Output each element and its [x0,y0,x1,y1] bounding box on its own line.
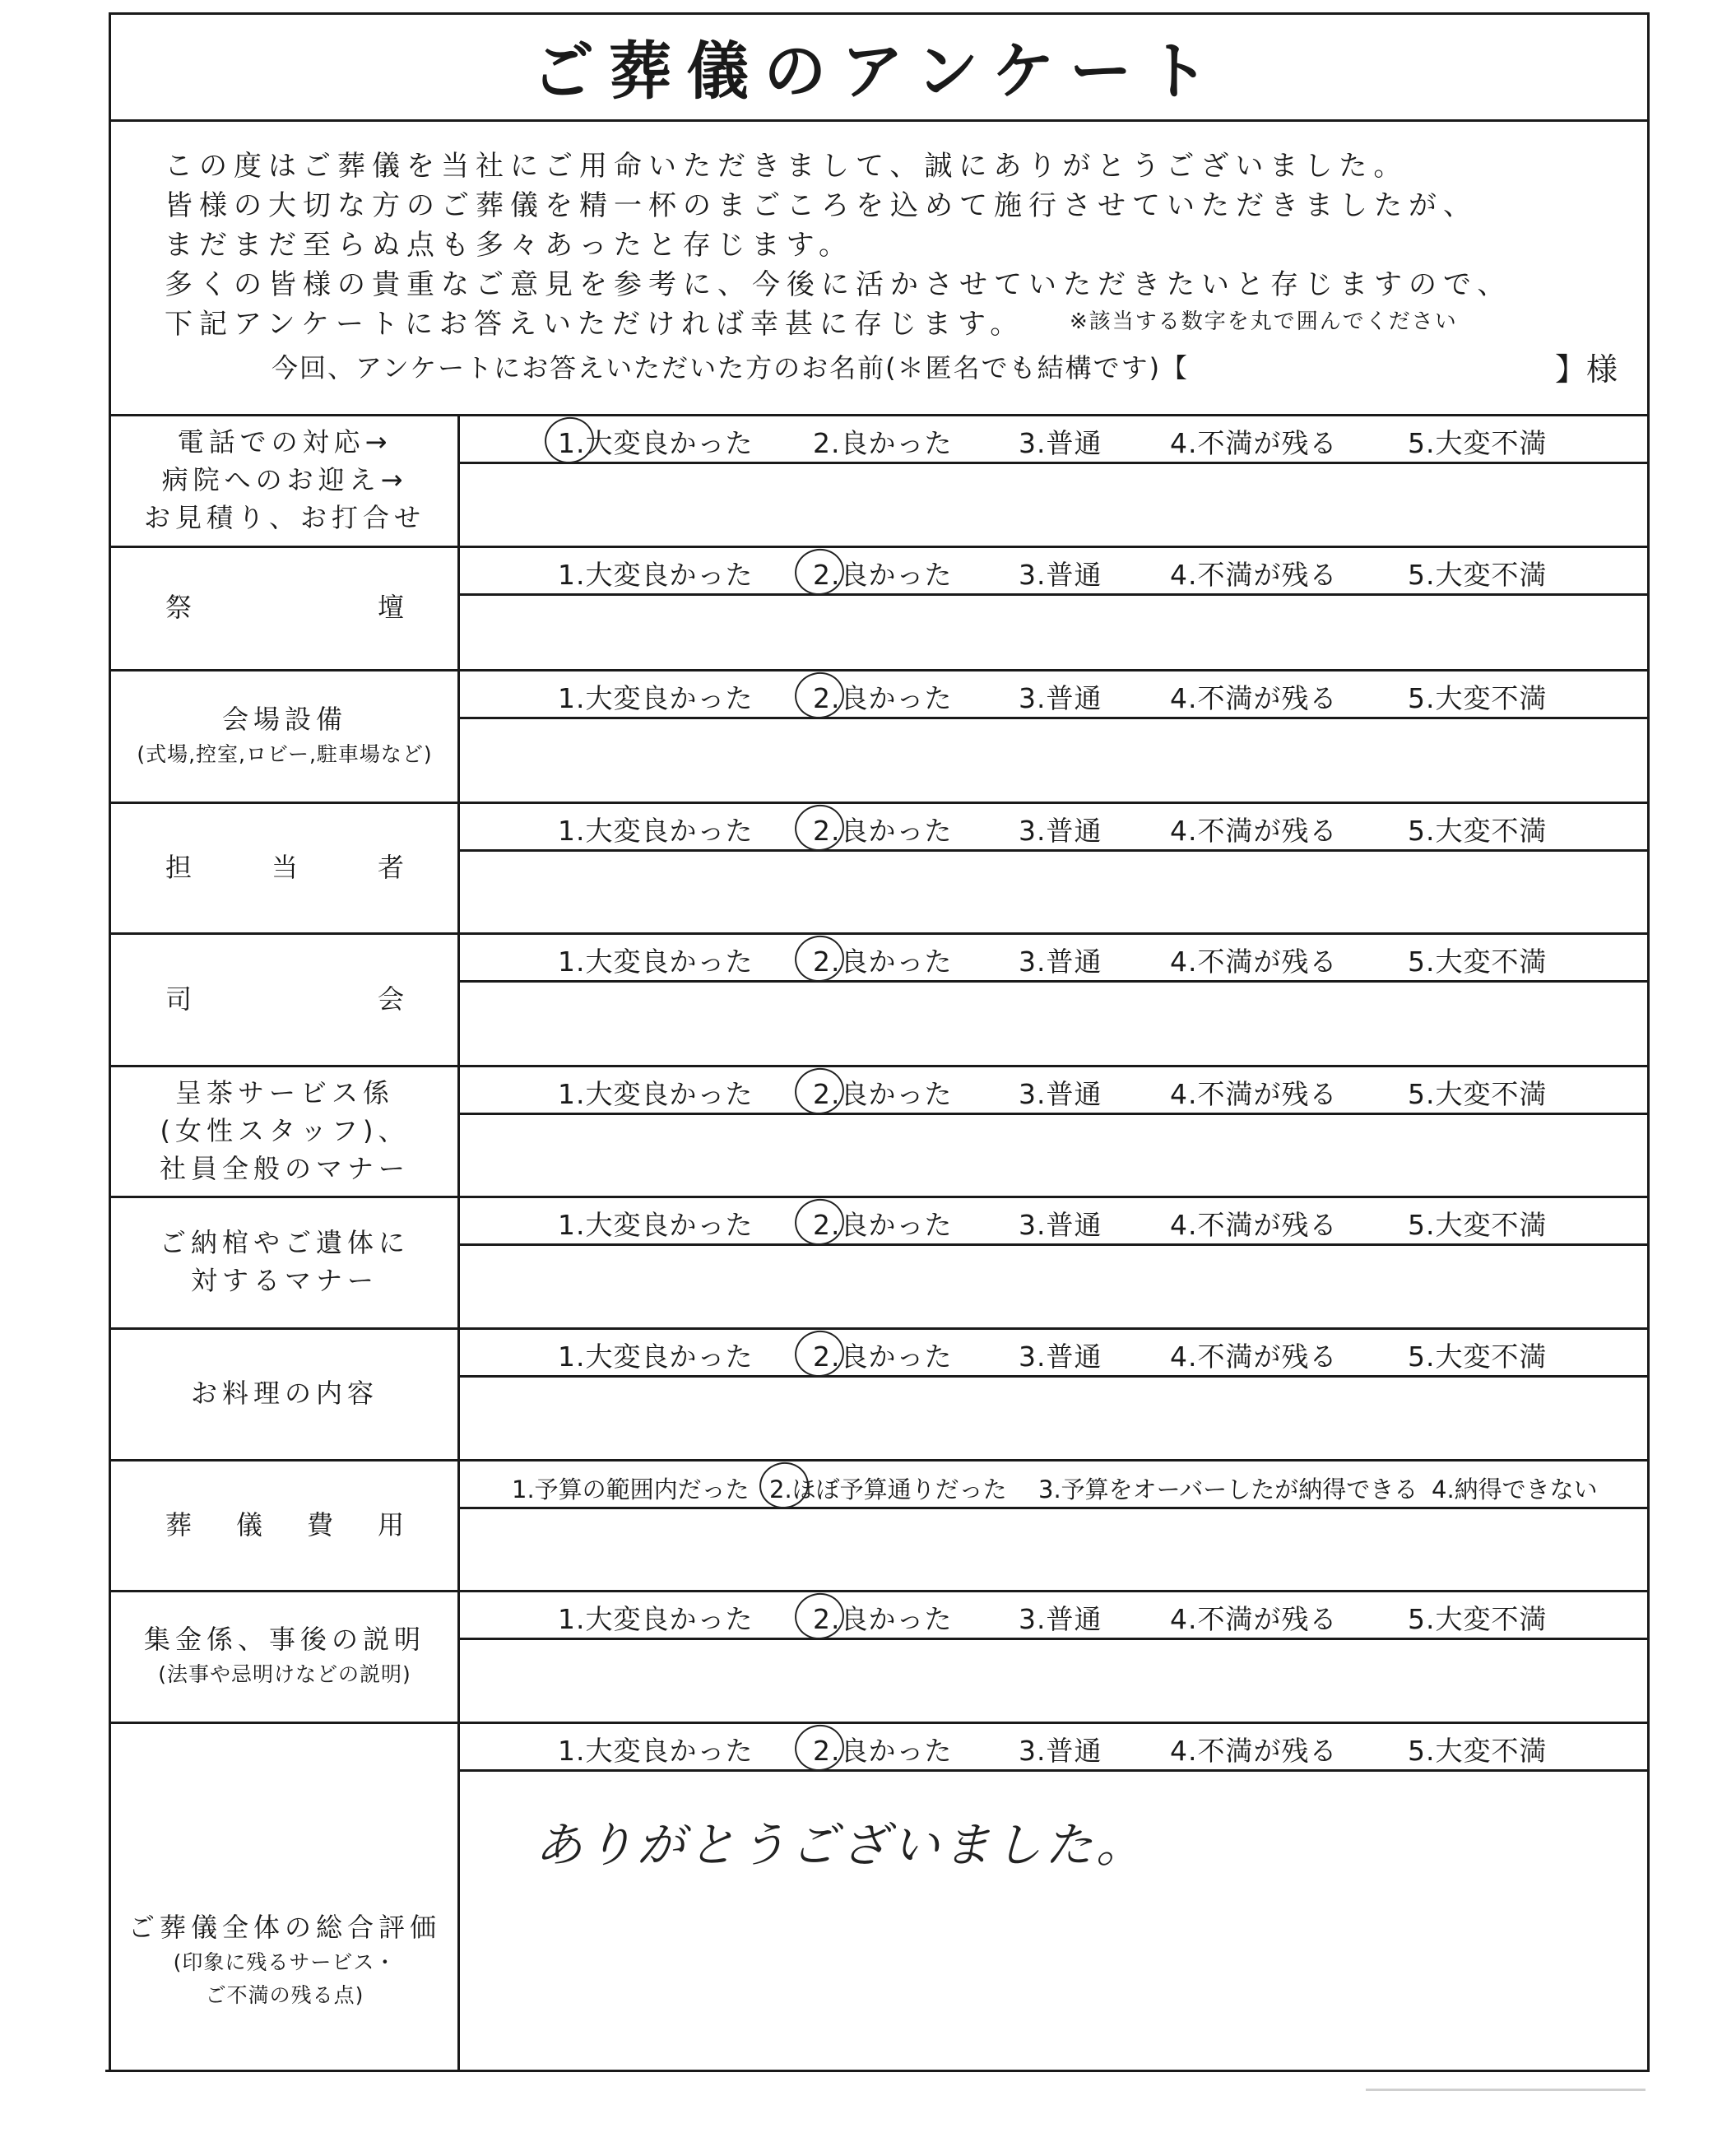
option-divider [457,1507,1650,1509]
category-spaced-label [165,848,404,886]
rating-option[interactable]: 5.大変不満 [1408,682,1548,714]
handwritten-comment[interactable]: ありがとうございました。 [535,1817,1148,1873]
intro-line: 多くの皆様の貴重なご意見を参考に、今後に活かさせていただきたいと存じますので、 [165,268,1512,301]
category-char: 葬 [165,1508,193,1540]
category-line: 社員全般のマナー [159,1152,410,1184]
category-spaced-label [165,1506,404,1544]
rating-option[interactable]: 5.大変不満 [1408,1209,1548,1241]
rating-option[interactable]: 1.大変良かった [558,1341,754,1373]
rating-option[interactable]: 4.不満が残る [1170,1341,1338,1373]
rating-option[interactable]: 2.良かった [813,682,953,714]
rating-option[interactable]: 4.納得できない [1432,1475,1598,1503]
category-line: ご納棺やご遺体に [159,1227,410,1258]
rating-option[interactable]: 2.良かった [813,1603,953,1635]
footer-line [1366,2089,1645,2091]
category-label [112,1787,457,2133]
category-label [112,546,457,669]
category-char: 用 [377,1508,404,1540]
option-divider [457,462,1650,464]
category-subtext: (式場,控室,ロビー,駐車場など) [137,741,433,766]
option-divider [457,1769,1650,1772]
rating-option[interactable]: 4.不満が残る [1170,427,1338,459]
rating-option[interactable]: 1.大変良かった [558,815,754,847]
rating-option[interactable]: 2.良かった [813,1078,953,1110]
rating-option[interactable]: 1.大変良かった [558,1078,754,1110]
option-divider [457,1375,1650,1378]
row-divider [109,1722,1650,1724]
rating-option[interactable]: 5.大変不満 [1408,946,1548,978]
category-char: 壇 [377,592,404,623]
respondent-name-suffix: 】様 [1555,351,1618,388]
category-line: お料理の内容 [190,1378,378,1409]
rating-option[interactable]: 1.大変良かった [558,559,754,591]
option-divider [457,1113,1650,1115]
rating-option[interactable]: 1.大変良かった [558,946,754,978]
category-line: 呈茶サービス係 [174,1076,394,1108]
option-divider [457,717,1650,719]
rating-option[interactable]: 3.普通 [1019,815,1102,847]
category-char: 祭 [165,592,193,623]
rating-option[interactable]: 2.良かった [813,815,953,847]
rating-option[interactable]: 4.不満が残る [1170,1078,1338,1110]
category-char: 担 [165,851,193,883]
category-label [112,1327,457,1459]
rating-option[interactable]: 5.大変不満 [1408,1341,1548,1373]
category-label [112,802,457,932]
category-label [112,414,457,546]
rating-option[interactable]: 3.普通 [1019,1735,1102,1767]
rating-option[interactable]: 4.不満が残る [1170,815,1338,847]
rating-option[interactable]: 3.普通 [1019,1603,1102,1635]
rating-option[interactable]: 1.大変良かった [558,1209,754,1241]
category-char: 者 [377,851,404,883]
category-line: 対するマナー [190,1265,378,1296]
rating-option[interactable]: 5.大変不満 [1408,1078,1548,1110]
rating-option[interactable]: 2.良かった [813,559,953,591]
rating-option[interactable]: 3.普通 [1019,427,1102,459]
option-divider [457,849,1650,852]
rating-option[interactable]: 5.大変不満 [1408,427,1548,459]
rating-option[interactable]: 5.大変不満 [1408,559,1548,591]
category-subtext: (法事や忌明けなどの説明) [158,1662,411,1686]
category-line: 集金係、事後の説明 [143,1624,425,1655]
category-char: 会 [377,983,404,1015]
category-line: (女性スタッフ)、 [160,1114,410,1146]
page-title: ご葬儀のアンケート [531,34,1224,108]
option-divider [457,1243,1650,1246]
category-char: 儀 [235,1508,262,1540]
intro-line: まだまだ至らぬ点も多々あったと存じます。 [165,229,853,262]
category-spaced-label [165,980,404,1018]
intro-line: 皆様の大切な方のご葬儀を精一杯のまごころを込めて施行させていただきましたが、 [165,189,1478,222]
category-label [112,1459,457,1590]
rating-option[interactable]: 3.普通 [1019,1341,1102,1373]
rating-option[interactable]: 2.良かった [813,1735,953,1767]
rating-option[interactable]: 2.ほぼ予算通りだった [769,1475,1007,1503]
rating-option[interactable]: 1.大変良かった [558,427,754,459]
rating-option[interactable]: 1.予算の範囲内だった [512,1475,750,1503]
category-char: 当 [271,851,298,883]
category-subtext: (印象に残るサービス・ [173,1950,397,1974]
option-divider [457,1638,1650,1640]
category-label [112,1590,457,1722]
category-line: 会場設備 [221,703,347,735]
rating-option[interactable]: 5.大変不満 [1408,1735,1548,1767]
rating-option[interactable]: 4.不満が残る [1170,1735,1338,1767]
category-label [112,932,457,1065]
intro-line: この度はご葬儀を当社にご用命いただきまして、誠にありがとうございました。 [165,150,1409,183]
category-char: 司 [165,983,193,1015]
rating-option[interactable]: 3.普通 [1019,946,1102,978]
option-divider [457,980,1650,983]
category-label [112,1065,457,1196]
rating-option[interactable]: 3.普通 [1019,1209,1102,1241]
intro-line: 下記アンケートにお答えいただければ幸甚に存じます。 [165,308,1025,341]
frame-right [1647,12,1650,2072]
rating-option[interactable]: 5.大変不満 [1408,1603,1548,1635]
category-line: お見積り、お打合せ [143,502,425,533]
category-line: 電話での対応→ [177,426,392,458]
rating-option[interactable]: 3.予算をオーバーしたが納得できる [1038,1475,1418,1503]
category-label [112,1196,457,1327]
rating-option[interactable]: 3.普通 [1019,1078,1102,1110]
frame-title-bottom [109,119,1650,122]
rating-option[interactable]: 2.良かった [813,1209,953,1241]
category-line: 病院へのお迎え→ [161,464,408,495]
rating-option[interactable]: 3.普通 [1019,559,1102,591]
rating-option[interactable]: 2.良かった [813,1341,953,1373]
rating-option[interactable]: 3.普通 [1019,682,1102,714]
rating-option[interactable]: 2.良かった [813,946,953,978]
rating-option[interactable]: 2.良かった [813,427,953,459]
category-spaced-label [165,588,404,626]
option-divider [457,593,1650,596]
rating-option[interactable]: 4.不満が残る [1170,946,1338,978]
rating-option[interactable]: 4.不満が残る [1170,1209,1338,1241]
rating-option[interactable]: 4.不満が残る [1170,559,1338,591]
rating-option[interactable]: 1.大変良かった [558,1735,754,1767]
respondent-name-label: 今回、アンケートにお答えいただいた方のお名前(＊匿名でも結構です)【 [272,352,1190,383]
frame-left [109,12,111,2072]
rating-option[interactable]: 4.不満が残る [1170,682,1338,714]
category-char: 費 [306,1508,333,1540]
rating-option[interactable]: 5.大変不満 [1408,815,1548,847]
rating-option[interactable]: 1.大変良かった [558,682,754,714]
rating-option[interactable]: 1.大変良かった [558,1603,754,1635]
category-label [112,669,457,802]
rating-option[interactable]: 4.不満が残る [1170,1603,1338,1635]
category-line: ご葬儀全体の総合評価 [128,1912,441,1943]
category-subtext: ご不満の残る点) [205,1983,364,2007]
instruction-note: ※該当する数字を丸で囲んでください [1070,309,1458,334]
